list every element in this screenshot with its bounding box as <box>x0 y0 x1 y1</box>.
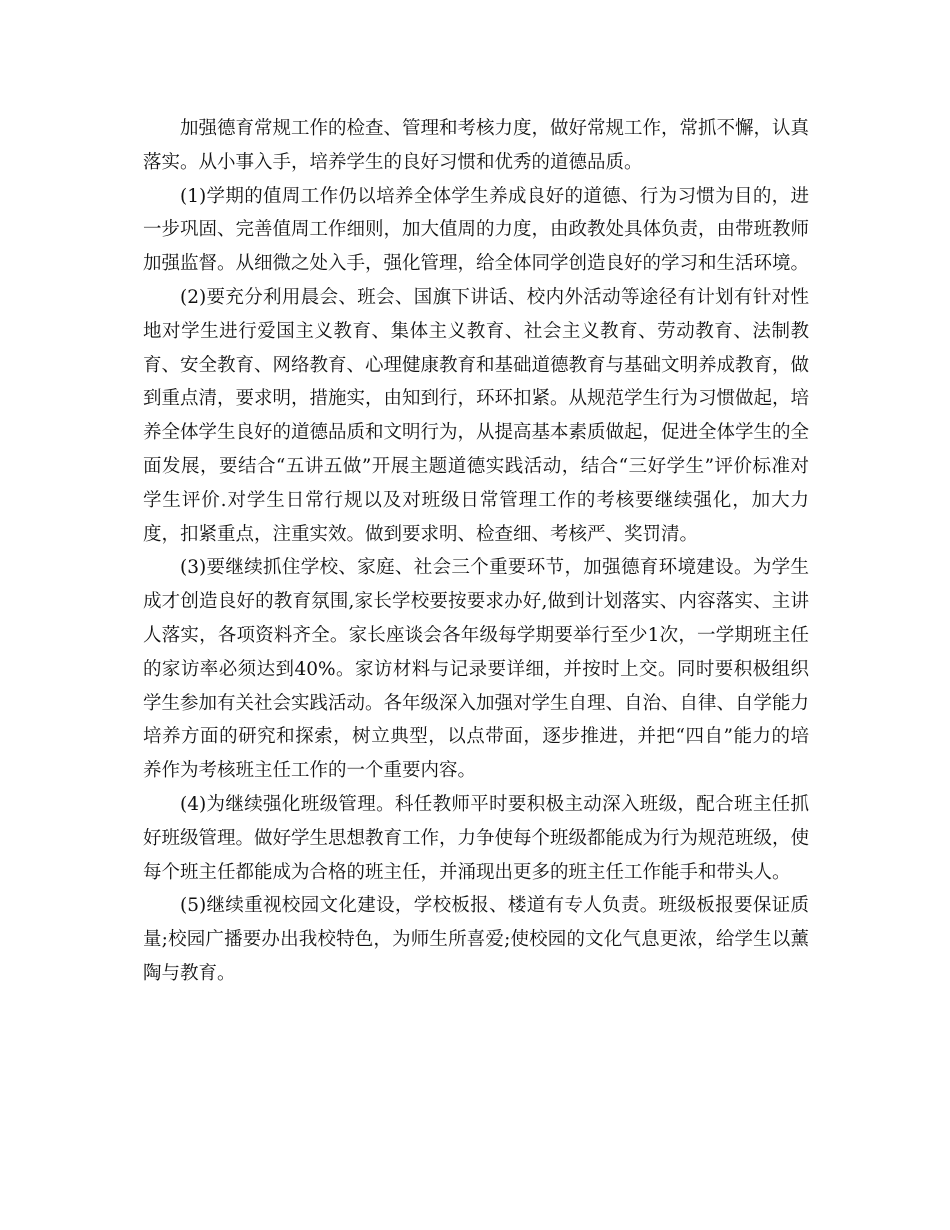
paragraph-item-5: (5)继续重视校园文化建设，学校板报、楼道有专人负责。班级板报要保证质量;校园广播要办出我校特色，为师生所喜爱;使校园的文化气息更浓，给学生以薰陶与教育。 <box>143 895 809 984</box>
paragraph-item-1: (1)学期的值周工作仍以培养全体学生养成良好的道德、行为习惯为目的，进一步巩固、完善值周工作细则，加大值周的力度，由政教处具体负责，由带班教师加强监督。从细微之处入手，强化管理，给全体同学创造良好的学习和生活环境。 <box>143 185 810 275</box>
paragraph-item-3: (3)要继续抓住学校、家庭、社会三个重要环节，加强德育环境建设。为学生成才创造良好的教育氛围,家长学校要按要求办好,做到计划落实、内容落实、主讲人落实，各项资料齐全。家长座谈会各年级每学期要举行至少1次，一学期班主任的家访率必须达到40%。家访材料与记录要详细，并按时上交。同时要积极组织学生参加有关社会实践活动。各年级深入加强对学生自理、自治、自律、自学能力培养方面的研究和探索，树立典型，以点带面，逐步推进，并把“四自”能力的培养作为考核班主任工作的一个重要内容。 <box>143 557 810 782</box>
document-body <box>143 112 809 991</box>
paragraph-intro: 加强德育常规工作的检查、管理和考核力度，做好常规工作，常抓不懈，认真落实。从小事入手，培养学生的良好习惯和优秀的道德品质。 <box>143 118 810 173</box>
paragraph-item-2: (2)要充分利用晨会、班会、国旗下讲话、校内外活动等途径有计划有针对性地对学生进行爱国主义教育、集体主义教育、社会主义教育、劳动教育、法制教育、安全教育、网络教育、心理健康教育和基础道德教育与基础文明养成教育，做到重点清，要求明，措施实，由知到行，环环扣紧。从规范学生行为习惯做起，培养全体学生良好的道德品质和文明行为，从提高基本素质做起，促进全体学生的全面发展，要结合“五讲五做”开展主题道德实践活动，结合“三好学生”评价标准对学生评价.对学生日常行规以及对班级日常管理工作的考核要继续强化，加大力度，扣紧重点，注重实效。做到要求明、检查细、考核严、奖罚清。 <box>143 286 810 545</box>
paragraph-item-4: (4)为继续强化班级管理。科任教师平时要积极主动深入班级，配合班主任抓好班级管理。做好学生思想教育工作，力争使每个班级都能成为行为规范班级，使每个班主任都能成为合格的班主任，并涌现出更多的班主任工作能手和带头人。 <box>143 793 810 883</box>
